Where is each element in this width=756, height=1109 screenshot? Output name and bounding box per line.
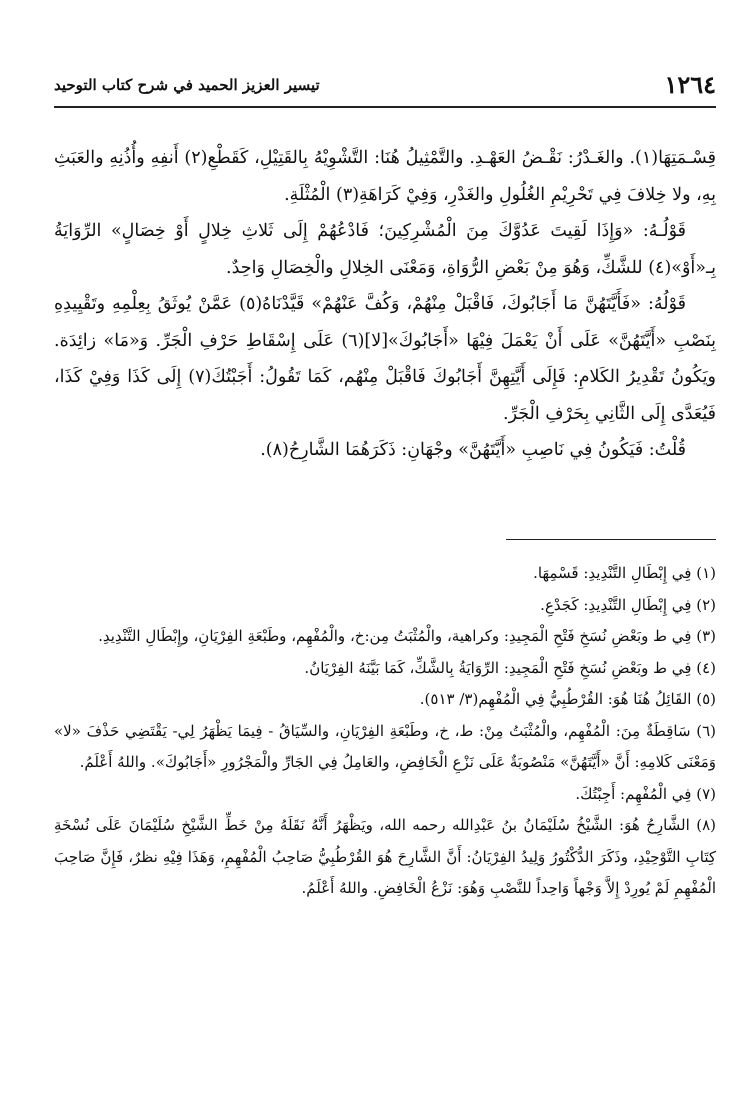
paragraph: قَوْلُهُ: «فَأَيَّتَهُنَّ مَا أَجَابُوكَ، فَاقْبَلْ مِنْهُمْ، وَكُفَّ عَنْهُمْ» قَيَّدْنَاهُ(٥) عَمَّنْ يُوثَقُ بِعِلْمِهِ وتَقْيِيدِهِ بِنَصْبِ «أَيَّتَهُنَّ» عَلَى أَنْ يَعْمَلَ فِيْهَا «أَجَابُوكَ»[لا](٦) عَلَى إِسْقَاطِ حَرْفِ الْجَرِّ. وَ«مَا» زائِدَة. ويَكُونُ تَقْدِيرُ الكَلامِ: فَإِلَى أَيَّتِهِنَّ أَجَابُوكَ فَاقْبَلْ مِنْهُم، كَمَا تَقُولُ: أَجَبْتُكَ(٧) إِلَى كَذَا وَفِيْ كَذَا، فَيُعَدَّى إِلَى الثَّانِي بِحَرْفِ الْجَرِّ.	[54, 294, 717, 424]
footnote: (١) فِي إِبْطَالِ التَّنْدِيدِ: قَسْمِهَا.	[533, 564, 716, 582]
footnotes	[54, 558, 716, 905]
paragraph: قِسْـمَتِهَا(١). والغَـدْرُ: نَقْـضُ العَهْـدِ. والتَّمْثِيلُ هُنَا: التَّشْوِيْهُ بِالقَتِيْلِ، كَقَطْعِ(٢) أَنفِهِ وأُذُنِهِ والعَبَثِ بِهِ، ولا خِلافَ فِي تَحْرِيْمِ الغُلُولِ والغَدْرِ، وَفِيْ كَرَاهَةِ(٣) الْمُثْلَةِ.	[54, 148, 716, 205]
footnote: (٨) الشَّارِحُ هُوَ: الشَّيْخُ سُلَيْمَانُ بنُ عَبْدِالله رحمه الله، ويَظْهَرُ أَنَّهُ نَقَلَهُ مِنْ خَطِّ الشَّيْخِ سُلَيْمَانَ عَلَى نُسْخَةِ كِتَابِ التَّوْحِيْدِ، وذَكَرَ الدُّكْتُورُ وَلِيدُ الفِرْيَانُ: أَنَّ الشَّارِحَ هُوَ القُرْطُبِيُّ صَاحِبُ الْمُفْهِمِ، وَهَذَا فِيْهِ نظرٌ، فَإِنَّ صَاحِبَ الْمُفْهِمِ لَمْ يُورِدْ إِلاَّ وَجْهاً وَاحِداً للنَّصْبِ وَهُوَ: نَزْعُ الْخَافِضِ. واللهُ أَعْلَمُ.	[54, 816, 716, 897]
footnote-separator	[506, 539, 716, 540]
footnote: (٤) فِي ط وبَعْضِ نُسَخِ فَتْحِ الْمَجِيدِ: الرِّوَايَةُ بِالشَّكِّ، كَمَا بَيَّنَهُ الفِرْيَانُ.	[304, 658, 716, 677]
paragraph: قَوْلُـهُ: «وَإِذَا لَقِيتَ عَدُوَّكَ مِنَ الْمُشْرِكِينَ؛ فَادْعُهُمْ إِلَى ثَلاثِ خِلالٍ أَوْ خِصَالٍ» الرِّوَايَةُ بِـ«أَوْ»(٤) للشَّكِّ، وَهُوَ مِنْ بَعْضِ الرُّوَاةِ، وَمَعْنَى الخِلالِ والْخِصَالِ وَاحِدٌ.	[54, 221, 716, 278]
main-text	[54, 140, 716, 469]
footnote: (٣) فِي ط وبَعْضِ نُسَخِ فَتْحِ الْمَجِيدِ: وكراهية، والْمُثْبَتُ مِن:خ، والْمُفْهِم، وطَبْعَةِ الفِرْيَانِ، وإِبْطَالِ التَّنْدِيدِ.	[98, 627, 716, 645]
footnote: (٦) سَاقِطَةٌ مِنَ: الْمُفْهِم، والْمُثْبَتُ مِنْ: ط، خ، وطَبْعَةِ الفِرْيَانِ، والسِّيَاقُ - فِيمَا يَظْهَرُ لِي- يَقْتَضِي حَذْفَ «لا» وَمَعْنَى كَلامِهِ: أَنَّ «أَيَّتَهُنَّ» مَنْصُوبَةٌ عَلَى نَزْعِ الْخَافِضِ، والعَامِلُ فِي الجَارِّ والْمَجْرُورِ «أَجَابُوكَ». واللهُ أَعْلَمُ.	[54, 721, 716, 771]
page-header	[54, 62, 716, 108]
running-title: تيسير العزيز الحميد في شرح كتاب التوحيد	[54, 76, 320, 94]
footnote: (٢) فِي إِبْطَالِ التَّنْدِيدِ: كَجَدْعِ.	[540, 595, 716, 614]
page-number: ١٢٦٤	[664, 70, 716, 99]
paragraph: قُلْتُ: فَيَكُونُ فِي نَاصِبِ «أَيَّتَهُنَّ» وجْهَانِ: ذَكَرَهُمَا الشَّارِحُ(٨).	[260, 440, 686, 460]
footnote: (٥) القَائِلُ هُنَا هُوَ: القُرْطُبِيُّ فِي الْمُفْهِم(٣/ ٥١٣).	[419, 690, 716, 708]
footnote: (٧) فِي الْمُفْهِم: أَجِبْتُكَ.	[575, 784, 716, 803]
